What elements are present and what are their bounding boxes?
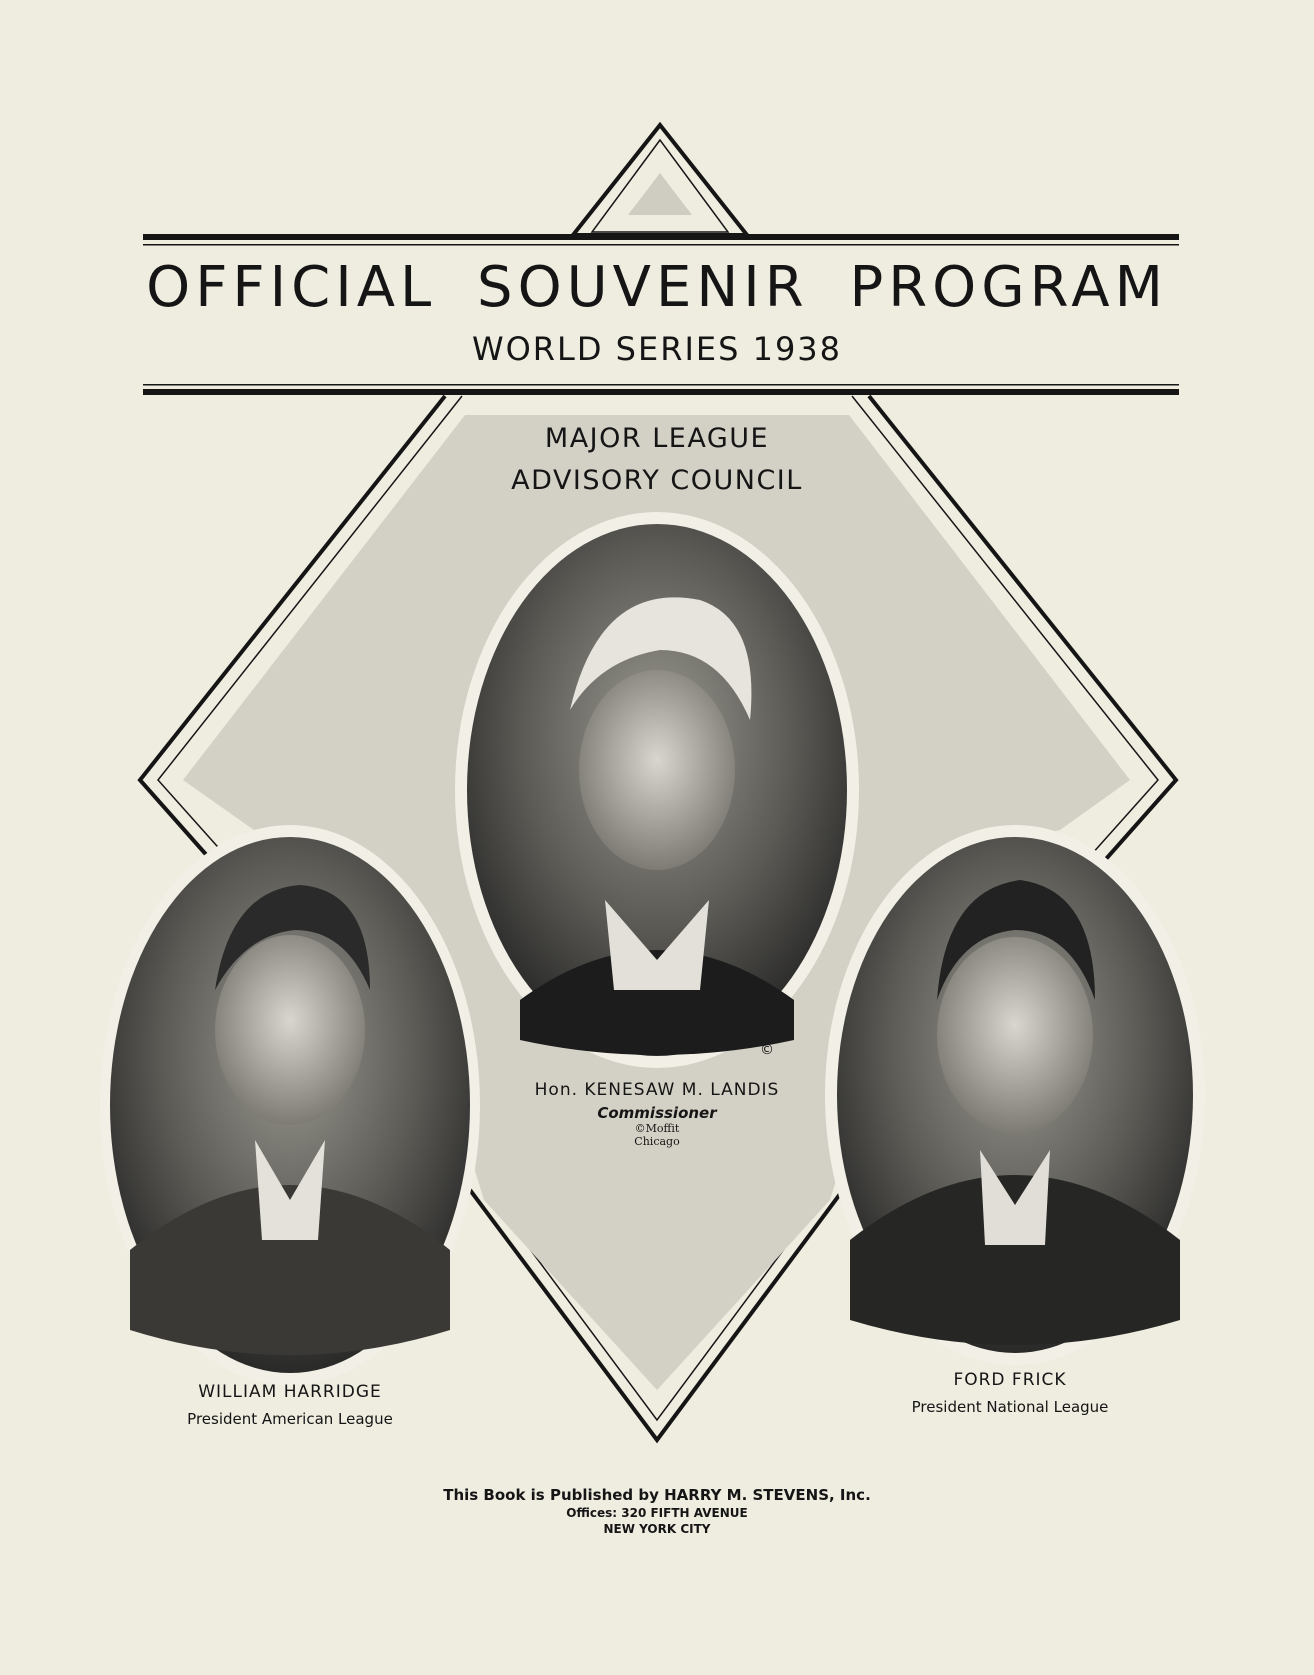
council-line-2: ADVISORY COUNCIL [511,465,803,496]
landis-name: Hon. KENESAW M. LANDIS [534,1080,780,1100]
frick-portrait [825,825,1205,1365]
photo-credit-line-2: Chicago [634,1135,680,1148]
harridge-caption [140,1382,440,1428]
frick-role: President National League [911,1398,1109,1416]
landis-portrait [455,512,859,1068]
council-heading [430,418,884,502]
publisher-info [357,1486,957,1536]
publisher-line-1: This Book is Published by HARRY M. STEVENS, Inc. [443,1486,871,1504]
top-triangle-ornament [573,125,747,235]
frick-name: FORD FRICK [953,1370,1067,1390]
publisher-line-2: Offices: 320 FIFTH AVENUE [566,1506,748,1520]
harridge-name: WILLIAM HARRIDGE [198,1382,382,1402]
photo-credit-line-1: ©Moffit [634,1122,680,1135]
frick-caption [865,1370,1155,1416]
copyright-mark: © [760,1042,774,1058]
program-subtitle: WORLD SERIES 1938 [471,330,843,368]
program-title: OFFICIAL SOUVENIR PROGRAM [146,255,1168,320]
harridge-portrait [100,825,480,1385]
landis-role: Commissioner [597,1104,717,1122]
publisher-line-3: NEW YORK CITY [603,1522,711,1536]
harridge-role: President American League [187,1410,393,1428]
landis-caption [457,1080,857,1148]
council-line-1: MAJOR LEAGUE [544,423,770,454]
